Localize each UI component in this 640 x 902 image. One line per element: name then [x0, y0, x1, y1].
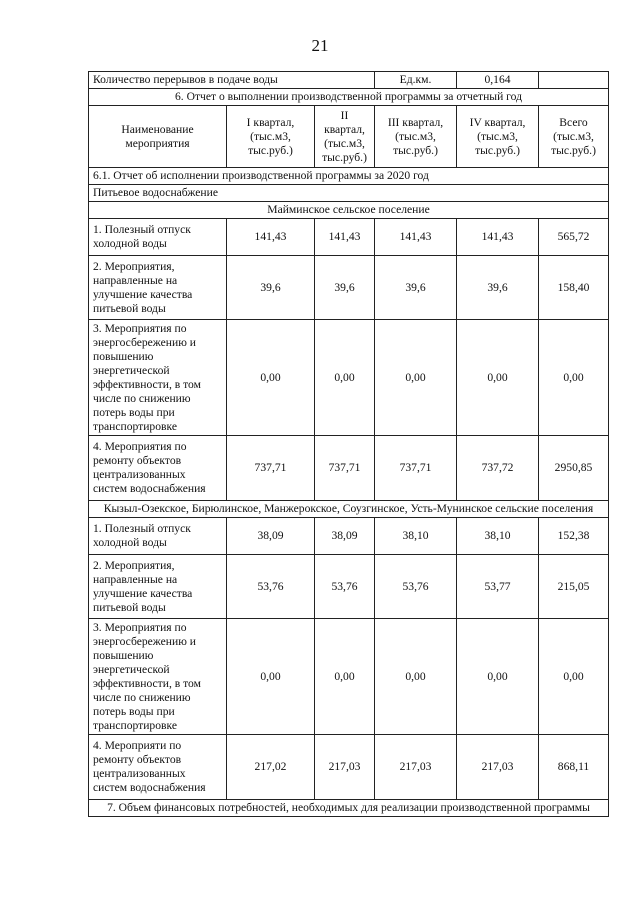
row-value: 141,43 [227, 219, 315, 256]
row-label: 1. Полезный отпуск холодной воды [89, 518, 227, 555]
row-value: 217,03 [315, 735, 375, 800]
section6-row [89, 89, 609, 106]
table-row [89, 219, 609, 256]
section7-title: 7. Объем финансовых потребностей, необходимых для реализации производственной программы [89, 800, 609, 817]
row-value: 39,6 [315, 256, 375, 320]
group-name: Майминское сельское поселение [89, 202, 609, 219]
row-value: 38,09 [315, 518, 375, 555]
row-value: 565,72 [539, 219, 609, 256]
category-row [89, 185, 609, 202]
interruptions-empty [539, 72, 609, 89]
row-value: 0,00 [315, 320, 375, 436]
header-q4: IV квартал, (тыс.м3, тыс.руб.) [457, 106, 539, 168]
row-value: 39,6 [457, 256, 539, 320]
group-name: Кызыл-Озекское, Бирюлинское, Манжерокское, Соузгинское, Усть-Мунинское сельские поселения [89, 501, 609, 518]
row-value: 737,72 [457, 436, 539, 501]
row-label: 3. Мероприятия по энергосбережению и повышению энергетической эффективности, в том числе по снижению потерь воды при транспортировке [89, 619, 227, 735]
row-label: 2. Мероприятия, направленные на улучшение качества питьевой воды [89, 555, 227, 619]
category-title: Питьевое водоснабжение [89, 185, 609, 202]
row-value: 39,6 [227, 256, 315, 320]
group-header-row [89, 202, 609, 219]
table-row [89, 619, 609, 735]
row-value: 152,38 [539, 518, 609, 555]
row-value: 217,03 [457, 735, 539, 800]
table-row [89, 518, 609, 555]
row-value: 217,02 [227, 735, 315, 800]
row-value: 0,00 [315, 619, 375, 735]
group-header-row [89, 501, 609, 518]
row-label: 2. Мероприятия, направленные на улучшение качества питьевой воды [89, 256, 227, 320]
row-value: 38,10 [457, 518, 539, 555]
row-value: 0,00 [539, 619, 609, 735]
header-name: Наименование мероприятия [89, 106, 227, 168]
report-table [88, 71, 609, 817]
row-value: 0,00 [227, 619, 315, 735]
row-value: 38,09 [227, 518, 315, 555]
header-row [89, 106, 609, 168]
header-q2: II квартал, (тыс.м3, тыс.руб.) [315, 106, 375, 168]
row-value: 0,00 [375, 320, 457, 436]
row-value: 2950,85 [539, 436, 609, 501]
row-value: 737,71 [227, 436, 315, 501]
subsection-row [89, 168, 609, 185]
row-value: 53,77 [457, 555, 539, 619]
row-value: 53,76 [227, 555, 315, 619]
row-value: 53,76 [375, 555, 457, 619]
row-label: 4. Мероприятия по ремонту объектов централизованных систем водоснабжения [89, 436, 227, 501]
header-q1: I квартал, (тыс.м3, тыс.руб.) [227, 106, 315, 168]
interruptions-label: Количество перерывов в подаче воды [89, 72, 375, 89]
row-value: 141,43 [375, 219, 457, 256]
row-value: 158,40 [539, 256, 609, 320]
row-value: 0,00 [227, 320, 315, 436]
table-row [89, 256, 609, 320]
interruptions-unit: Ед.км. [375, 72, 457, 89]
row-value: 868,11 [539, 735, 609, 800]
row-value: 0,00 [457, 320, 539, 436]
row-value: 0,00 [457, 619, 539, 735]
table-row [89, 555, 609, 619]
row-value: 39,6 [375, 256, 457, 320]
interruptions-row [89, 72, 609, 89]
row-label: 4. Мероприяти по ремонту объектов централизованных систем водоснабжения [89, 735, 227, 800]
table-row [89, 436, 609, 501]
row-value: 0,00 [539, 320, 609, 436]
row-value: 0,00 [375, 619, 457, 735]
table-row [89, 320, 609, 436]
row-value: 53,76 [315, 555, 375, 619]
row-value: 737,71 [315, 436, 375, 501]
row-value: 737,71 [375, 436, 457, 501]
row-value: 141,43 [315, 219, 375, 256]
row-value: 38,10 [375, 518, 457, 555]
row-label: 3. Мероприятия по энергосбережению и повышению энергетической эффективности, в том числе по снижению потерь воды при транспортировке [89, 320, 227, 436]
row-value: 217,03 [375, 735, 457, 800]
header-total: Всего (тыс.м3, тыс.руб.) [539, 106, 609, 168]
row-value: 141,43 [457, 219, 539, 256]
header-q3: III квартал, (тыс.м3, тыс.руб.) [375, 106, 457, 168]
section7-row [89, 800, 609, 817]
page-number: 21 [311, 36, 329, 55]
interruptions-value: 0,164 [457, 72, 539, 89]
row-value: 215,05 [539, 555, 609, 619]
subsection-title: 6.1. Отчет об исполнении производственной программы за 2020 год [89, 168, 609, 185]
row-label: 1. Полезный отпуск холодной воды [89, 219, 227, 256]
section6-title: 6. Отчет о выполнении производственной программы за отчетный год [89, 89, 609, 106]
table-row [89, 735, 609, 800]
